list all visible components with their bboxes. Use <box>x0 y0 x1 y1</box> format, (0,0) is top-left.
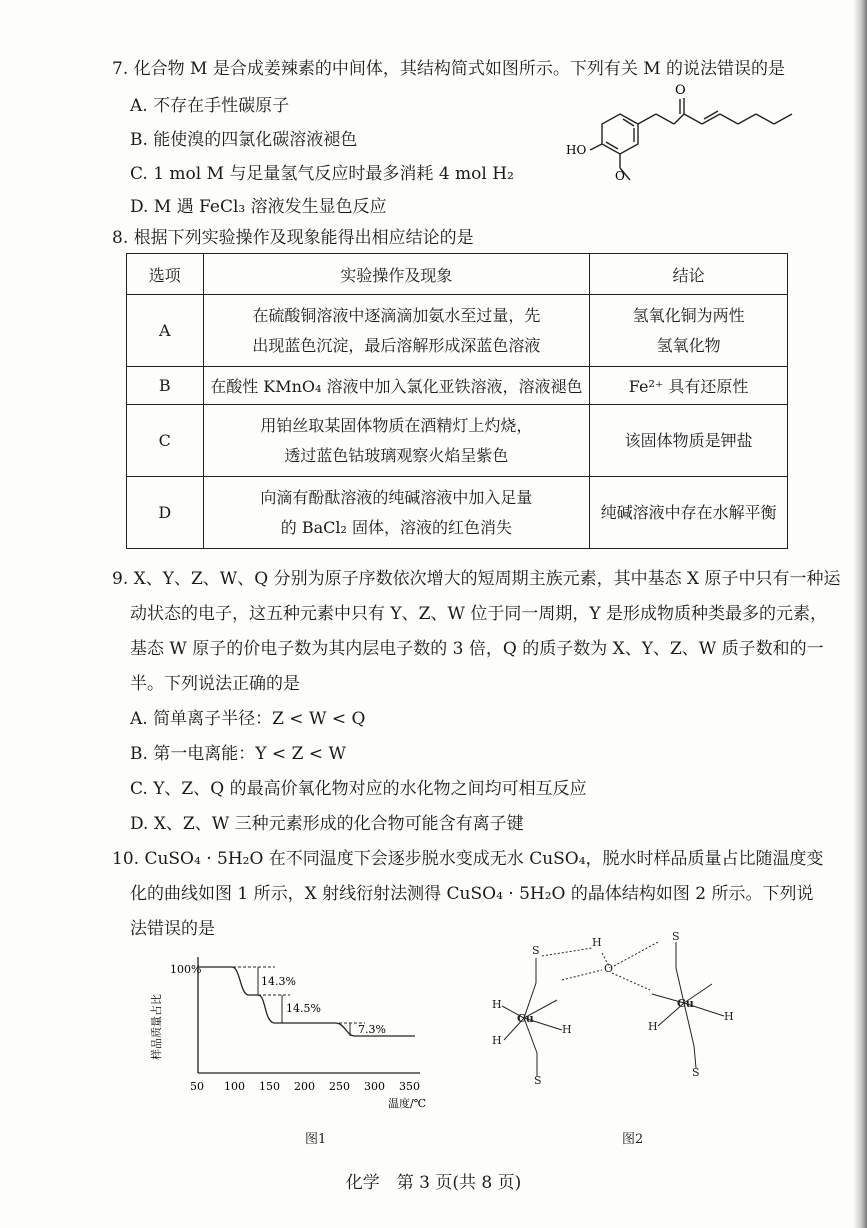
h-label: H <box>562 1023 572 1036</box>
experiment-table <box>126 253 788 549</box>
operation-line: 透过蓝色钴玻璃观察火焰呈紫色 <box>284 445 509 465</box>
figure-1-caption: 图1 <box>305 1132 327 1147</box>
header-operation: 实验操作及现象 <box>203 254 590 295</box>
h-label: H <box>492 1034 502 1047</box>
q10-line: 法错误的是 <box>130 919 215 939</box>
s-label: S <box>672 930 680 943</box>
conclusion-line: 氢氧化物 <box>656 335 721 355</box>
q9-line: 9. X、Y、Z、W、Q 分别为原子序数依次增大的短周期主族元素，其中基态 X 原子中只有一种运 <box>112 569 841 589</box>
q10-line: 化的曲线如图 1 所示，X 射线衍射法测得 CuSO₄ · 5H₂O 的晶体结构如图 2 所示。下列说 <box>130 884 814 904</box>
row-option: B <box>127 367 204 405</box>
x-tick-label: 350 <box>399 1080 420 1093</box>
operation-line: 在硫酸铜溶液中逐滴滴加氨水至过量，先 <box>252 305 541 325</box>
q7-option-d: D. M 遇 FeCl₃ 溶液发生显色反应 <box>130 197 387 217</box>
cu-label: Cu <box>677 997 694 1010</box>
h-label: H <box>492 998 502 1011</box>
row-operation <box>203 295 590 367</box>
h-label: H <box>724 1010 734 1023</box>
molecule-m-structure <box>560 72 810 192</box>
s-label: S <box>534 1074 542 1087</box>
row-conclusion: 纯碱溶液中存在水解平衡 <box>590 477 788 549</box>
x-tick-label: 300 <box>364 1080 385 1093</box>
figure-1-dehydration-curve <box>140 945 430 1120</box>
operation-line: 用铂丝取某固体物质在酒精灯上灼烧， <box>260 415 533 435</box>
x-axis-label: 温度/℃ <box>388 1097 427 1110</box>
y-top-label: 100% <box>170 963 202 976</box>
figure-2-crystal-structure <box>462 928 792 1118</box>
ketone-oxygen-label: O <box>675 83 686 98</box>
table-row <box>127 405 788 477</box>
q7-option-c: C. 1 mol M 与足量氢气反应时最多消耗 4 mol H₂ <box>130 164 514 184</box>
q9-option-d: D. X、Z、W 三种元素形成的化合物可能含有离子键 <box>130 814 524 834</box>
x-tick-label: 250 <box>329 1080 350 1093</box>
conclusion-line: 氢氧化铜为两性 <box>632 305 745 325</box>
step-3-label: 7.3% <box>358 1023 386 1036</box>
q9-option-c: C. Y、Z、Q 的最高价氧化物对应的水化物之间均可相互反应 <box>130 779 587 799</box>
step-2-label: 14.5% <box>286 1002 321 1015</box>
row-option: C <box>127 405 204 477</box>
page-edge-shadow <box>853 0 867 1228</box>
x-tick-label: 150 <box>259 1080 280 1093</box>
x-tick-label: 100 <box>224 1080 245 1093</box>
row-option: D <box>127 477 204 549</box>
q7-option-a: A. 不存在手性碳原子 <box>130 96 290 116</box>
q9-option-b: B. 第一电离能：Y < Z < W <box>130 744 346 764</box>
row-conclusion: Fe²⁺ 具有还原性 <box>590 367 788 405</box>
q9-line: 基态 W 原子的价电子数为其内层电子数的 3 倍，Q 的质子数为 X、Y、Z、W 质子数和的一 <box>130 639 824 659</box>
row-option: A <box>127 295 204 367</box>
q9-line: 半。下列说法正确的是 <box>130 674 300 694</box>
row-operation <box>203 477 590 549</box>
table-row <box>127 367 788 405</box>
q9-option-a: A. 简单离子半径：Z < W < Q <box>130 709 366 729</box>
table-row <box>127 477 788 549</box>
cu-label: Cu <box>517 1012 534 1025</box>
x-tick-label: 50 <box>190 1080 204 1093</box>
y-axis-label: 样品质量占比 <box>150 994 163 1060</box>
h-label: H <box>592 936 602 949</box>
x-tick-label: 200 <box>294 1080 315 1093</box>
operation-line: 的 BaCl₂ 固体，溶液的红色消失 <box>280 517 512 537</box>
header-option: 选项 <box>127 254 204 295</box>
page-footer: 化学 第 3 页(共 8 页) <box>345 1173 522 1193</box>
q10-line: 10. CuSO₄ · 5H₂O 在不同温度下会逐步脱水变成无水 CuSO₄，脱水时样品质量占比随温度变 <box>112 849 824 869</box>
step-1-label: 14.3% <box>261 975 296 988</box>
operation-line: 出现蓝色沉淀，最后溶解形成深蓝色溶液 <box>252 335 541 355</box>
q9-line: 动状态的电子，这五种元素中只有 Y、Z、W 位于同一周期，Y 是形成物质种类最多的元素， <box>130 604 827 624</box>
row-conclusion <box>590 295 788 367</box>
figure-2-caption: 图2 <box>622 1132 644 1147</box>
h-label: H <box>648 1020 658 1033</box>
row-operation: 在酸性 KMnO₄ 溶液中加入氯化亚铁溶液，溶液褪色 <box>203 367 590 405</box>
table-row <box>127 295 788 367</box>
s-label: S <box>532 944 540 957</box>
row-conclusion: 该固体物质是钾盐 <box>590 405 788 477</box>
q7-option-b: B. 能使溴的四氯化碳溶液褪色 <box>130 130 358 150</box>
q8-stem: 8. 根据下列实验操作及现象能得出相应结论的是 <box>112 228 474 248</box>
hydroxyl-label: HO <box>566 143 587 157</box>
methoxy-oxygen-label: O <box>615 169 625 183</box>
s-label: S <box>692 1066 700 1079</box>
q7-stem: 7. 化合物 M 是合成姜辣素的中间体，其结构简式如图所示。下列有关 M 的说法错误的是 <box>112 59 786 79</box>
header-conclusion: 结论 <box>590 254 788 295</box>
o-label: O <box>604 962 614 975</box>
row-operation <box>203 405 590 477</box>
operation-line: 向滴有酚酞溶液的纯碱溶液中加入足量 <box>260 487 533 507</box>
